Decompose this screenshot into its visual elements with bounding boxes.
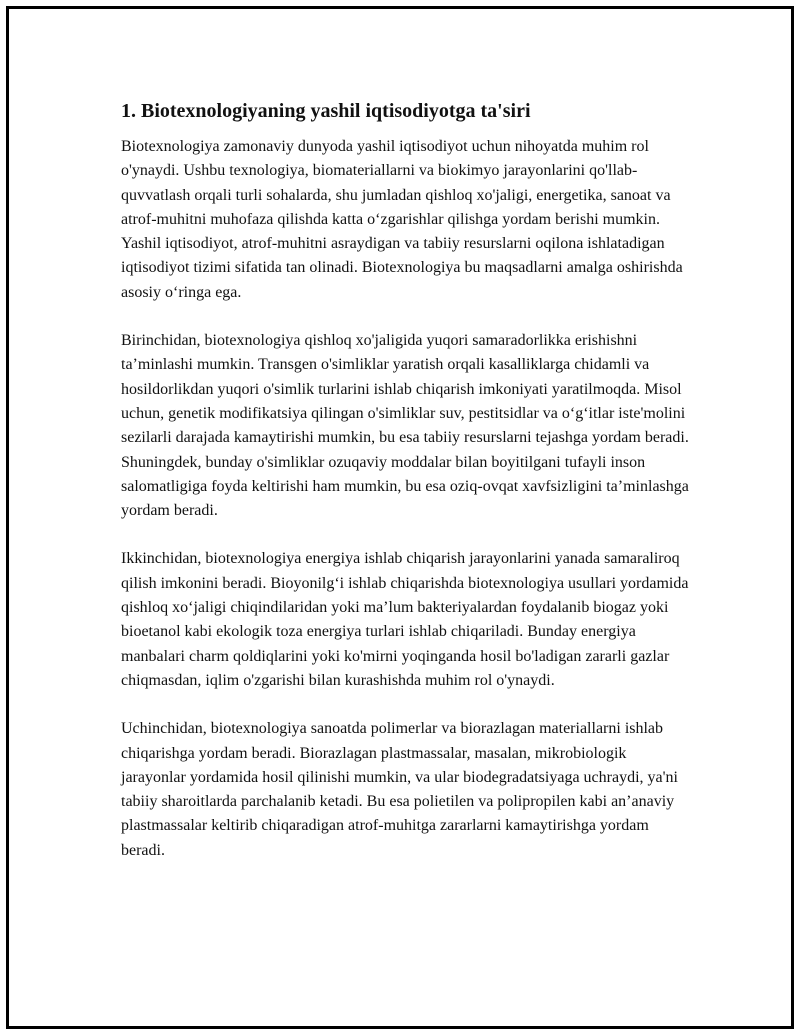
paragraph-3: Ikkinchidan, biotexnologiya energiya ishlab chiqarish jarayonlarini yanada samaraliroq qilish imkonini beradi. Bioyonilg‘i ishlab chiqarishda biotexnologiya usullari yordamida qishloq xo‘jaligi chiqindilaridan yoki ma’lum bakteriyalardan foydalanib biogaz yoki bioetanol kabi ekologik toza energiya turlari ishlab chiqariladi. Bunday energiya manbalari charm qoldiqlarini yoki ko'mirni yoqinganda hosil bo'ladigan zararli gazlar chiqmasdan, iqlim o'zgarishi bilan kurashishda muhim rol o'ynaydi. xyxy=(121,550,689,689)
paragraph-2: Birinchidan, biotexnologiya qishloq xo'jaligida yuqori samaradorlikka erishishni ta’minlashi mumkin. Transgen o'simliklar yaratish orqali kasalliklarga chidamli va hosildorlikdan yuqori o'simlik turlarini ishlab chiqarish imkoniyati yaratilmoqda. Misol uchun, genetik modifikatsiya qilingan o'simliklar suv, pestitsidlar va o‘g‘itlar iste'molini sezilarli darajada kamaytirishi mumkin, bu esa tabiiy resurslarni tejashga yordam beradi. Shuningdek, bunday o'simliklar ozuqaviy moddalar bilan boyitilgani tufayli inson salomatligiga foyda keltirishi ham mumkin, bu esa oziq-ovqat xavfsizligini ta’minlashga yordam beradi. xyxy=(121,332,689,520)
document-title: 1. Biotexnologiyaning yashil iqtisodiyotga ta'siri xyxy=(121,100,531,122)
paragraph-1: Biotexnologiya zamonaviy dunyoda yashil iqtisodiyot uchun nihoyatda muhim rol o'ynaydi. Ushbu texnologiya, biomateriallarni va biokimyo jarayonlarini qo'llab-quvvatlash orqali turli sohalarda, shu jumladan qishloq xo'jaligi, energetika, sanoat va atrof-muhitni muhofaza qilishda katta o‘zgarishlar qilishga yordam berishi mumkin. Yashil iqtisodiyot, atrof-muhitni asraydigan va tabiiy resurslarni oqilona ishlatadigan iqtisodiyot tizimi sifatida tan olinadi. Biotexnologiya bu maqsadlarni amalga oshirishda asosiy o‘ringa ega. xyxy=(121,138,683,301)
document-body xyxy=(121,97,693,887)
paragraph-4: Uchinchidan, biotexnologiya sanoatda polimerlar va biorazlagan materiallarni ishlab chiqarishga yordam beradi. Biorazlagan plastmassalar, masalan, mikrobiologik jarayonlar yordamida hosil qilinishi mumkin, va ular biodegradatsiyaga uchraydi, ya'ni tabiiy sharoitlarda parchalanib ketadi. Bu esa polietilen va polipropilen kabi an’anaviy plastmassalar keltirib chiqaradigan atrof-muhitga zararlarni kamaytirishga yordam beradi. xyxy=(121,720,678,859)
page-frame xyxy=(6,6,794,1029)
